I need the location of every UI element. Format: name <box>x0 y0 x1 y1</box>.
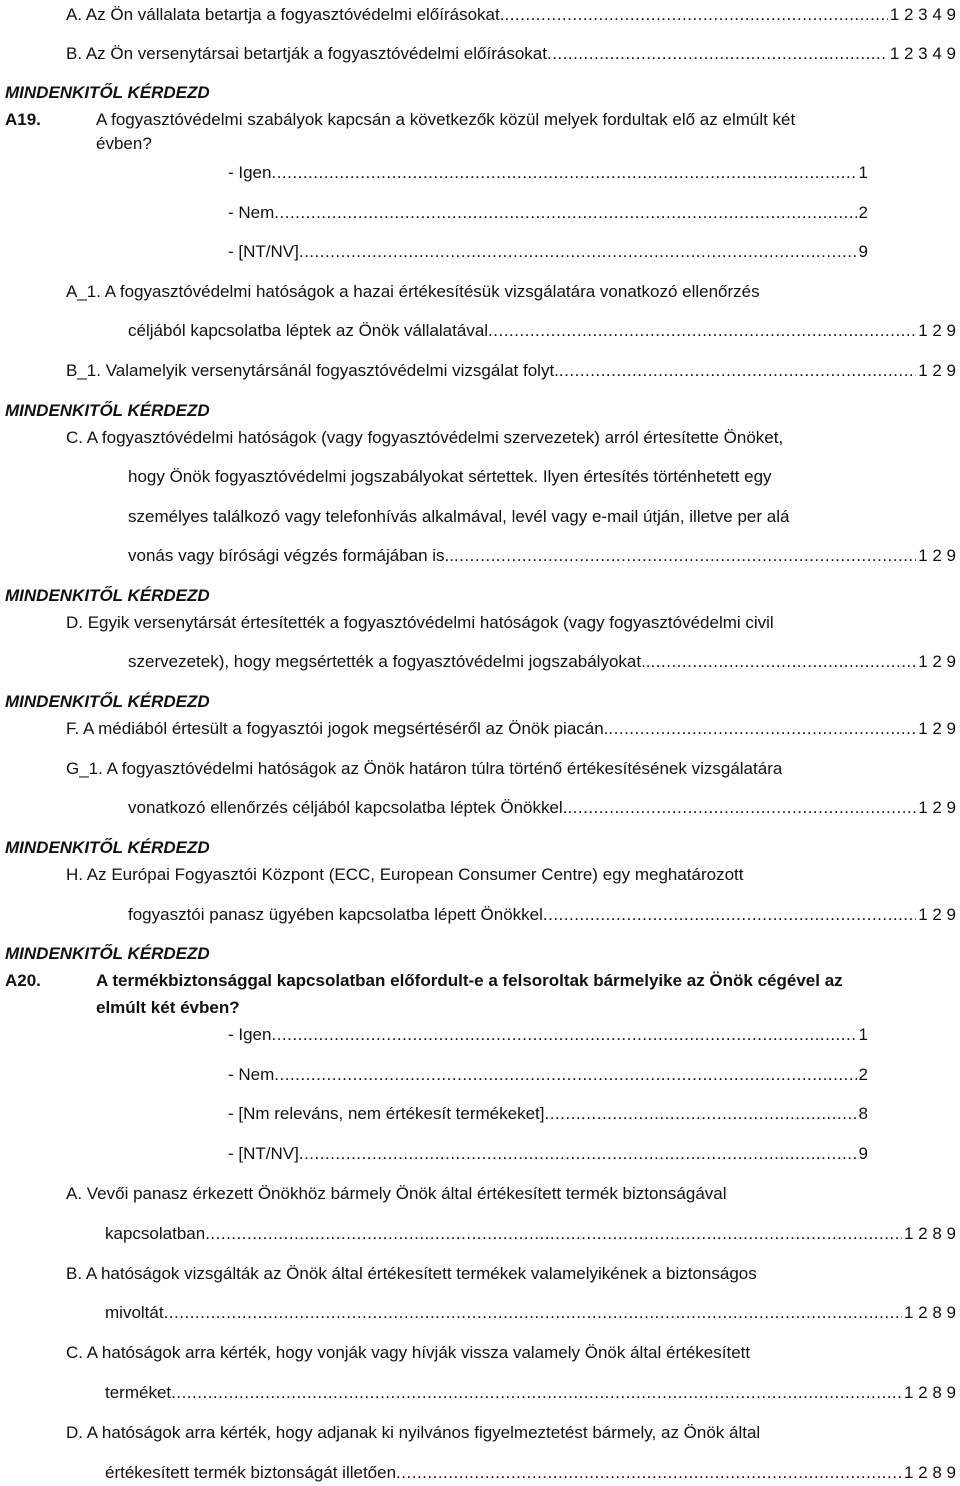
sub-item-d-cont <box>105 1463 956 1483</box>
option-row <box>228 1025 868 1045</box>
sub-item-a: A. Vevői panasz érkezett Önökhöz bármely Önök által értékesített termék biztonságával <box>66 1184 727 1203</box>
item-text: B. Az Ön versenytársai betartják a fogyasztóvédelmi előírásokat <box>66 44 547 63</box>
option-label: - [Nm releváns, nem értékesít termékeket] <box>228 1104 545 1123</box>
answer-codes: 1 2 9 <box>918 361 956 380</box>
leader-dots <box>545 1104 857 1124</box>
leader-dots <box>651 652 917 672</box>
leader-dots <box>559 361 916 381</box>
answer-codes: 1 2 9 <box>918 905 956 924</box>
ask-everyone-label: MINDENKITŐL KÉRDEZD <box>5 692 210 711</box>
answer-codes: 1 2 8 9 <box>904 1224 956 1243</box>
leader-dots <box>454 546 916 566</box>
option-label: - [NT/NV] <box>228 1144 299 1163</box>
sub-item-c: C. A fogyasztóvédelmi hatóságok (vagy fogyasztóvédelmi szervezetek) arról értesítette Önöket, <box>66 428 784 447</box>
answer-codes: 1 2 9 <box>918 719 956 738</box>
leader-dots <box>608 719 916 739</box>
sub-item-g1-cont <box>128 798 956 818</box>
leader-dots <box>547 44 888 64</box>
item-text: vonatkozó ellenőrzés céljából kapcsolatba léptek Önökkel. <box>128 798 568 817</box>
leader-dots <box>567 798 916 818</box>
ask-everyone-label: MINDENKITŐL KÉRDEZD <box>5 838 210 857</box>
option-row <box>228 203 868 223</box>
sub-item-c-cont: hogy Önök fogyasztóvédelmi jogszabályokat sértettek. Ilyen értesítés történhetett egy <box>128 467 772 486</box>
item-text: kapcsolatban <box>105 1224 206 1243</box>
option-label: - Nem <box>228 203 275 222</box>
leader-dots <box>274 1065 856 1085</box>
sub-item-d: D. Egyik versenytársát értesítették a fogyasztóvédelmi hatóságok (vagy fogyasztóvédelmi civil <box>66 613 774 632</box>
item-text: vonás vagy bírósági végzés formájában is.. <box>128 546 455 565</box>
option-code: 9 <box>858 1144 868 1163</box>
option-row <box>228 1065 868 1085</box>
answer-codes: 1 2 8 9 <box>904 1303 956 1322</box>
option-code: 8 <box>858 1104 868 1123</box>
header-item-a <box>66 5 956 25</box>
sub-item-b-cont <box>105 1303 956 1323</box>
leader-dots <box>274 203 856 223</box>
ask-everyone-label: MINDENKITŐL KÉRDEZD <box>5 401 210 420</box>
leader-dots <box>488 321 916 341</box>
item-text: céljából kapcsolatba léptek az Önök vállalatával <box>128 321 489 340</box>
question-title: A termékbiztonsággal kapcsolatban előfordult-e a felsoroltak bármelyike az Önök cégével az <box>96 971 843 990</box>
header-item-b <box>66 44 956 64</box>
ask-everyone-label: MINDENKITŐL KÉRDEZD <box>5 944 210 963</box>
answer-codes: 1 2 9 <box>918 321 956 340</box>
answer-codes: 1 2 3 4 9 <box>889 44 956 63</box>
option-label: - [NT/NV] <box>228 242 299 261</box>
sub-item-f <box>66 719 956 739</box>
answer-codes: 1 2 9 <box>918 546 956 565</box>
sub-item-c-cont <box>105 1383 956 1403</box>
item-text: mivoltát <box>105 1303 164 1322</box>
leader-dots <box>504 5 887 25</box>
option-code: 9 <box>858 242 868 261</box>
option-row <box>228 1104 868 1124</box>
sub-item-b: B. A hatóságok vizsgálták az Önök által értékesített termékek valamelyikének a biztonságos <box>66 1264 757 1283</box>
option-row <box>228 1144 868 1164</box>
leader-dots <box>271 1025 856 1045</box>
sub-item-c: C. A hatóságok arra kérték, hogy vonják vagy hívják vissza valamely Önök által értékesített <box>66 1343 751 1362</box>
question-number: A20. <box>5 971 41 990</box>
question-title: A fogyasztóvédelmi szabályok kapcsán a következők közül melyek fordultak elő az elmúlt két <box>96 110 796 129</box>
option-code: 2 <box>858 1065 868 1084</box>
answer-codes: 1 2 8 9 <box>904 1463 956 1482</box>
sub-item-c-last <box>128 546 956 566</box>
sub-item-h-cont <box>128 905 956 925</box>
option-label: - Nem <box>228 1065 275 1084</box>
option-code: 2 <box>858 203 868 222</box>
sub-item-c-cont: személyes találkozó vagy telefonhívás alkalmával, levél vagy e-mail útján, illetve per alá <box>128 507 790 526</box>
leader-dots <box>396 1463 902 1483</box>
sub-item-d: D. A hatóságok arra kérték, hogy adjanak ki nyilvános figyelmeztetést bármely, az Önök által <box>66 1423 761 1442</box>
sub-item-b1 <box>66 361 956 381</box>
item-text: A. Az Ön vállalata betartja a fogyasztóvédelmi előírásokat. <box>66 5 505 24</box>
item-text: terméket <box>105 1383 172 1402</box>
sub-item-g1: G_1. A fogyasztóvédelmi hatóságok az Önök határon túlra történő értékesítésének vizsgálatára <box>66 759 783 778</box>
answer-codes: 1 2 9 <box>918 652 956 671</box>
answer-codes: 1 2 8 9 <box>904 1383 956 1402</box>
leader-dots <box>299 1144 857 1164</box>
ask-everyone-label: MINDENKITŐL KÉRDEZD <box>5 586 210 605</box>
item-text: fogyasztói panasz ügyében kapcsolatba lépett Önökkel <box>128 905 543 924</box>
item-text: B_1. Valamelyik versenytársánál fogyasztóvédelmi vizsgálat folyt. <box>66 361 559 380</box>
item-text: szervezetek), hogy megsértették a fogyasztóvédelmi jogszabályokat.. <box>128 652 651 671</box>
option-label: - Igen <box>228 163 272 182</box>
answer-codes: 1 2 3 4 9 <box>889 5 956 24</box>
ask-everyone-label: MINDENKITŐL KÉRDEZD <box>5 83 210 102</box>
leader-dots <box>299 242 857 262</box>
leader-dots <box>164 1303 902 1323</box>
leader-dots <box>205 1224 902 1244</box>
item-text: értékesített termék biztonságát illetően <box>105 1463 397 1482</box>
leader-dots <box>171 1383 902 1403</box>
option-row <box>228 242 868 262</box>
sub-item-d-cont <box>128 652 956 672</box>
question-title-cont: évben? <box>96 134 152 153</box>
leader-dots <box>543 905 916 925</box>
sub-item-a-cont <box>105 1224 956 1244</box>
option-code: 1 <box>858 163 868 182</box>
option-row <box>228 163 868 183</box>
sub-item-a1: A_1. A fogyasztóvédelmi hatóságok a hazai értékesítésük vizsgálatára vonatkozó ellenőrzés <box>66 282 760 301</box>
sub-item-h: H. Az Európai Fogyasztói Központ (ECC, European Consumer Centre) egy meghatározott <box>66 865 744 884</box>
option-code: 1 <box>858 1025 868 1044</box>
leader-dots <box>271 163 856 183</box>
question-number: A19. <box>5 110 41 129</box>
option-label: - Igen <box>228 1025 272 1044</box>
item-text: F. A médiából értesült a fogyasztói jogok megsértéséről az Önök piacán. <box>66 719 609 738</box>
sub-item-a1-cont <box>128 321 956 341</box>
question-title-cont: elmúlt két évben? <box>96 998 240 1017</box>
answer-codes: 1 2 9 <box>918 798 956 817</box>
